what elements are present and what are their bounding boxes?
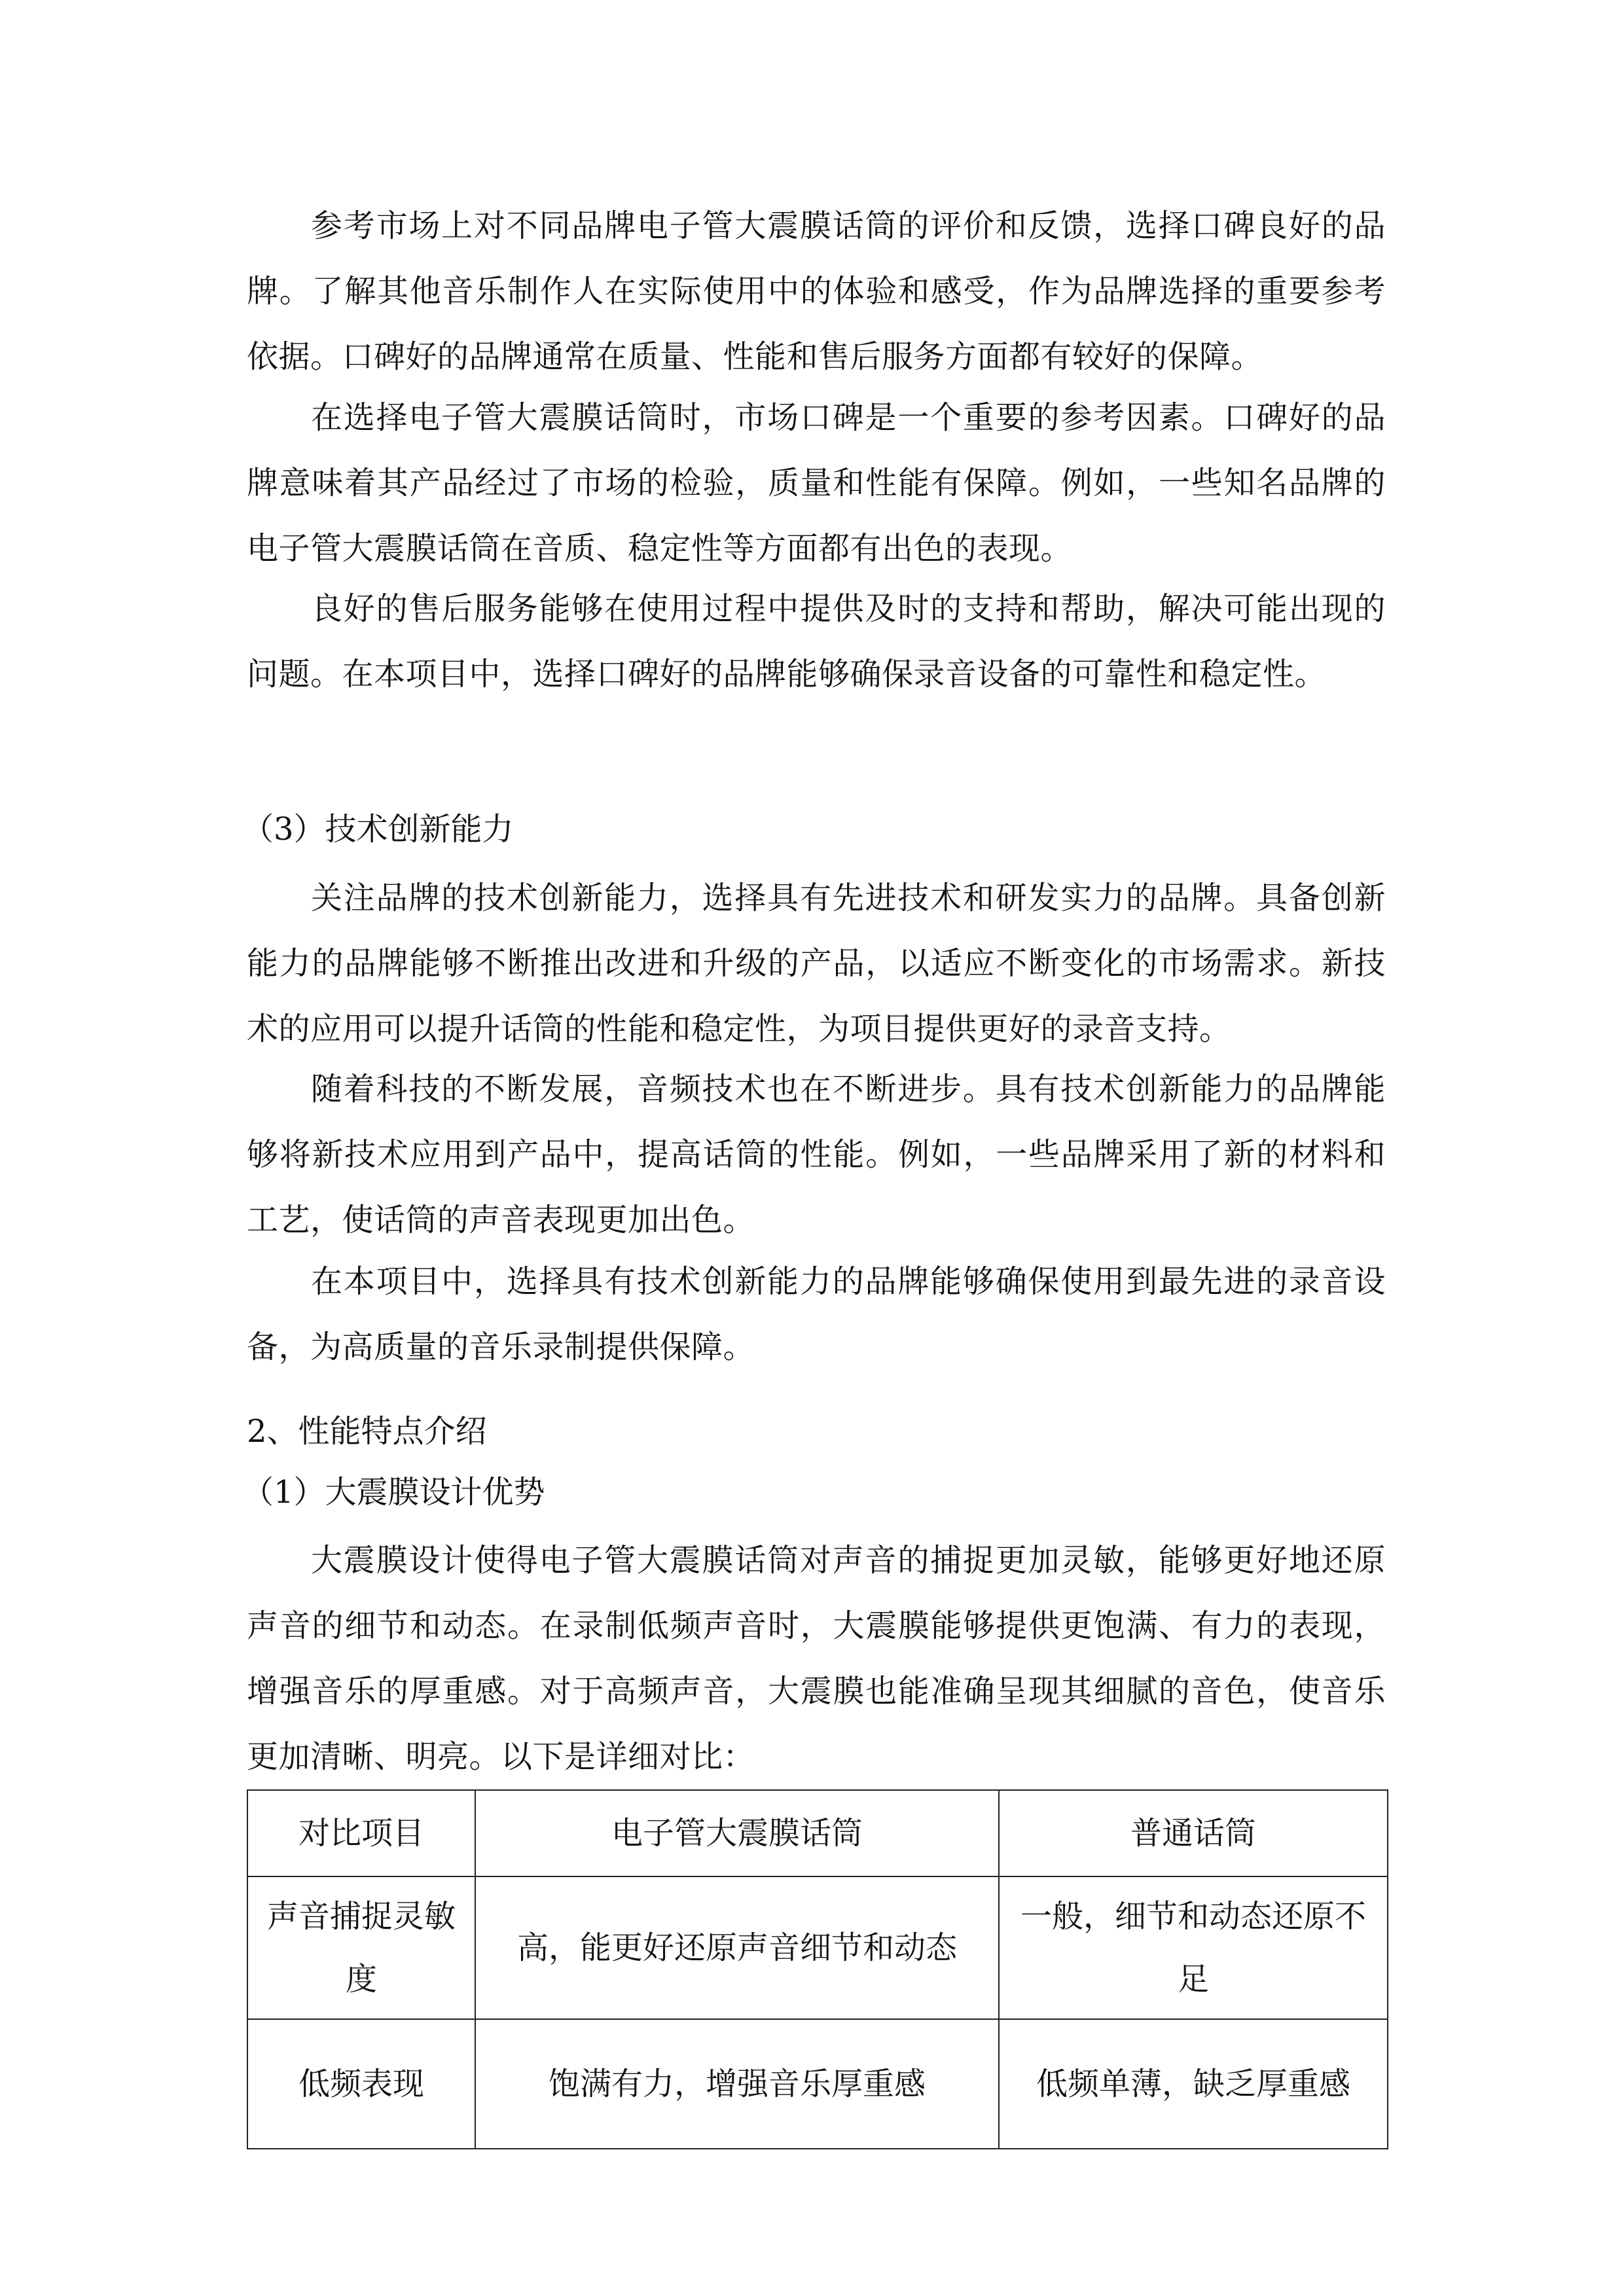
heading-tech-innovation: （3）技术创新能力 [242,811,514,848]
paragraph-market-reputation: 参考市场上对不同品牌电子管大震膜话筒的评价和反馈，选择口碑良好的品牌。了解其他音乐制作人在实际使用中的体验和感受，作为品牌选择的重要参考依据。口碑好的品牌通常在质量、性能和售后服务方面都有较好的保障。 [247,207,1386,375]
paragraph-tech-progress: 随着科技的不断发展，音频技术也在不断进步。具有技术创新能力的品牌能够将新技术应用到产品中，提高话筒的性能。例如，一些品牌采用了新的材料和工艺，使话筒的声音表现更加出色。 [247,1071,1386,1238]
table-row [247,2019,1388,2149]
table-header-cell: 对比项目 [247,1790,475,1876]
table-cell: 声音捕捉灵敏度 [247,1876,475,2019]
paragraph-tech-focus: 关注品牌的技术创新能力，选择具有先进技术和研发实力的品牌。具备创新能力的品牌能够不断推出改进和升级的产品，以适应不断变化的市场需求。新技术的应用可以提升话筒的性能和稳定性，为项目提供更好的录音支持。 [247,880,1386,1047]
heading-diaphragm-design: （1）大震膜设计优势 [242,1474,545,1511]
paragraph-tech-project: 在本项目中，选择具有技术创新能力的品牌能够确保使用到最先进的录音设备，为高质量的音乐录制提供保障。 [247,1263,1386,1365]
table-cell: 低频表现 [247,2019,475,2149]
table-header-cell: 电子管大震膜话筒 [475,1790,999,1876]
table-cell: 高，能更好还原声音细节和动态 [475,1876,999,2019]
heading-section-2: 2、性能特点介绍 [247,1413,487,1450]
table-header-cell: 普通话筒 [999,1790,1388,1876]
paragraph-diaphragm-advantage: 大震膜设计使得电子管大震膜话筒对声音的捕捉更加灵敏，能够更好地还原声音的细节和动态。在录制低频声音时，大震膜能够提供更饱满、有力的表现，增强音乐的厚重感。对于高频声音，大震膜也能准确呈现其细腻的音色，使音乐更加清晰、明亮。以下是详细对比： [247,1542,1386,1775]
table-cell: 低频单薄，缺乏厚重感 [999,2019,1388,2149]
table-row [247,1876,1388,2019]
table-header-row [247,1790,1388,1876]
comparison-table-wrapper [247,1789,1387,2149]
table-cell: 一般，细节和动态还原不足 [999,1876,1388,2019]
table-cell: 饱满有力，增强音乐厚重感 [475,2019,999,2149]
paragraph-reputation-importance: 在选择电子管大震膜话筒时，市场口碑是一个重要的参考因素。口碑好的品牌意味着其产品经过了市场的检验，质量和性能有保障。例如，一些知名品牌的电子管大震膜话筒在音质、稳定性等方面都有出色的表现。 [247,399,1386,567]
comparison-table [247,1789,1388,2149]
paragraph-after-sales: 良好的售后服务能够在使用过程中提供及时的支持和帮助，解决可能出现的问题。在本项目中，选择口碑好的品牌能够确保录音设备的可靠性和稳定性。 [247,590,1386,692]
